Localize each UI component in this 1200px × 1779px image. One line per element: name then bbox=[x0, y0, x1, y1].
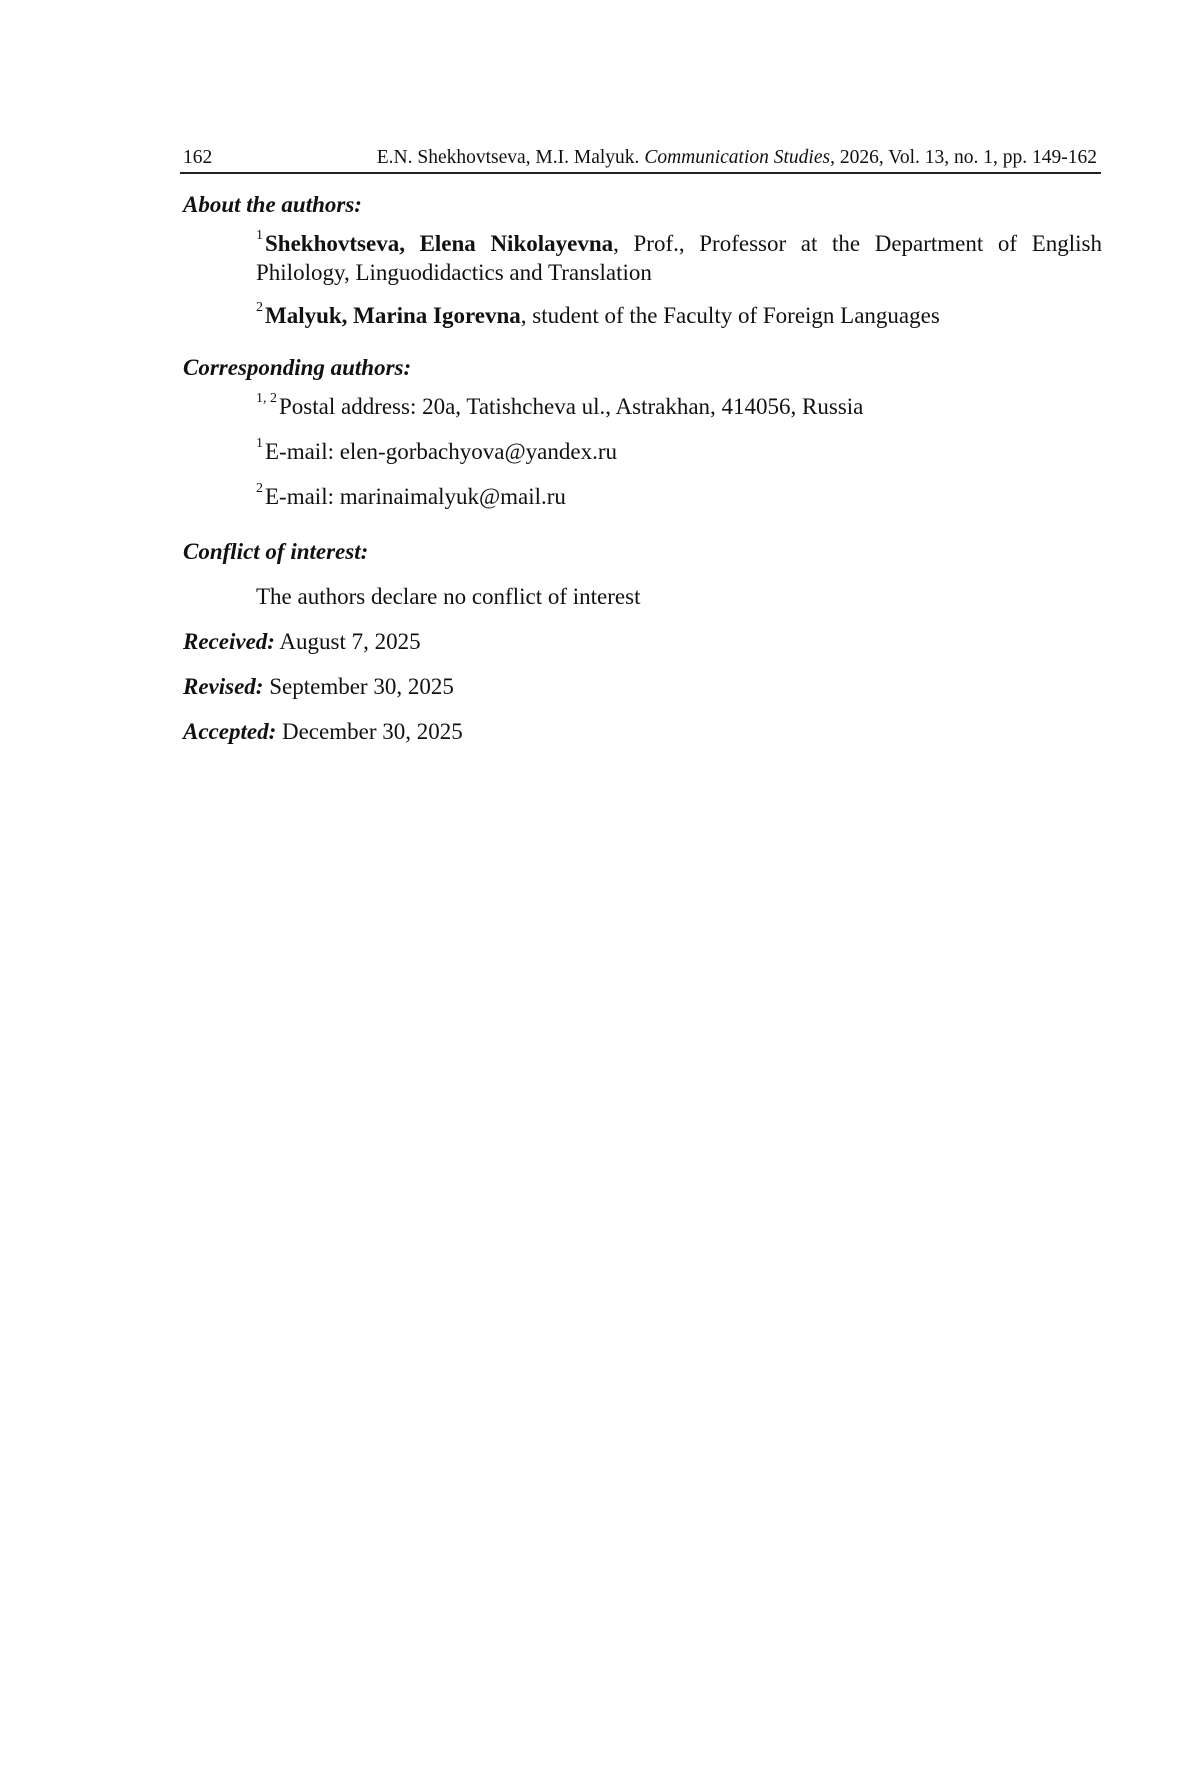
citation-authors: E.N. Shekhovtseva, M.I. Malyuk. bbox=[376, 147, 640, 168]
postal-text: Postal address: 20a, Tatishcheva ul., Astrakhan, 414056, Russia bbox=[279, 394, 864, 419]
page-number: 162 bbox=[183, 147, 213, 168]
accepted-line bbox=[183, 717, 1099, 746]
about-authors-title: About the authors: bbox=[183, 192, 362, 217]
postal-address bbox=[256, 392, 1102, 421]
journal-name: Communication Studies bbox=[644, 147, 831, 168]
received-line bbox=[183, 627, 1099, 656]
email-entry-2 bbox=[256, 482, 1102, 511]
postal-sup: 1, 2 bbox=[256, 391, 277, 407]
received-date: August 7, 2025 bbox=[274, 629, 421, 654]
corresponding-authors-title: Corresponding authors: bbox=[183, 355, 412, 380]
email-1-text: E-mail: elen-gorbachyova@yandex.ru bbox=[265, 439, 617, 464]
accepted-label: Accepted: bbox=[183, 719, 277, 744]
email-2-text: E-mail: marinaimalyuk@mail.ru bbox=[265, 484, 566, 509]
email-1-sup: 1 bbox=[256, 436, 263, 452]
revised-label: Revised: bbox=[183, 674, 264, 699]
received-label: Received: bbox=[183, 629, 275, 654]
email-2-sup: 2 bbox=[256, 481, 263, 497]
author-1-description: , Prof., Professor at the Department of English Philology, Linguodidactics and Translation bbox=[256, 231, 1102, 285]
author-2-name: Malyuk, Marina Igorevna bbox=[265, 303, 521, 328]
revised-date: September 30, 2025 bbox=[263, 674, 454, 699]
author-entry-1 bbox=[256, 229, 1102, 287]
accepted-date: December 30, 2025 bbox=[276, 719, 463, 744]
conflict-text: The authors declare no conflict of interest bbox=[256, 584, 641, 609]
email-entry-1 bbox=[256, 437, 1102, 466]
running-header bbox=[180, 143, 1100, 173]
author-2-description: , student of the Faculty of Foreign Languages bbox=[520, 303, 940, 328]
revised-line bbox=[183, 672, 1099, 701]
conflict-title: Conflict of interest: bbox=[183, 539, 369, 564]
citation-line bbox=[377, 143, 1097, 173]
author-2-sup: 2 bbox=[256, 300, 263, 316]
citation-details: , 2026, Vol. 13, no. 1, pp. 149-162 bbox=[830, 147, 1097, 168]
author-entry-2 bbox=[256, 301, 1102, 330]
header-rule bbox=[180, 172, 1101, 174]
author-1-sup: 1 bbox=[256, 228, 263, 244]
author-1-name: Shekhovtseva, Elena Nikolayevna bbox=[265, 231, 614, 256]
